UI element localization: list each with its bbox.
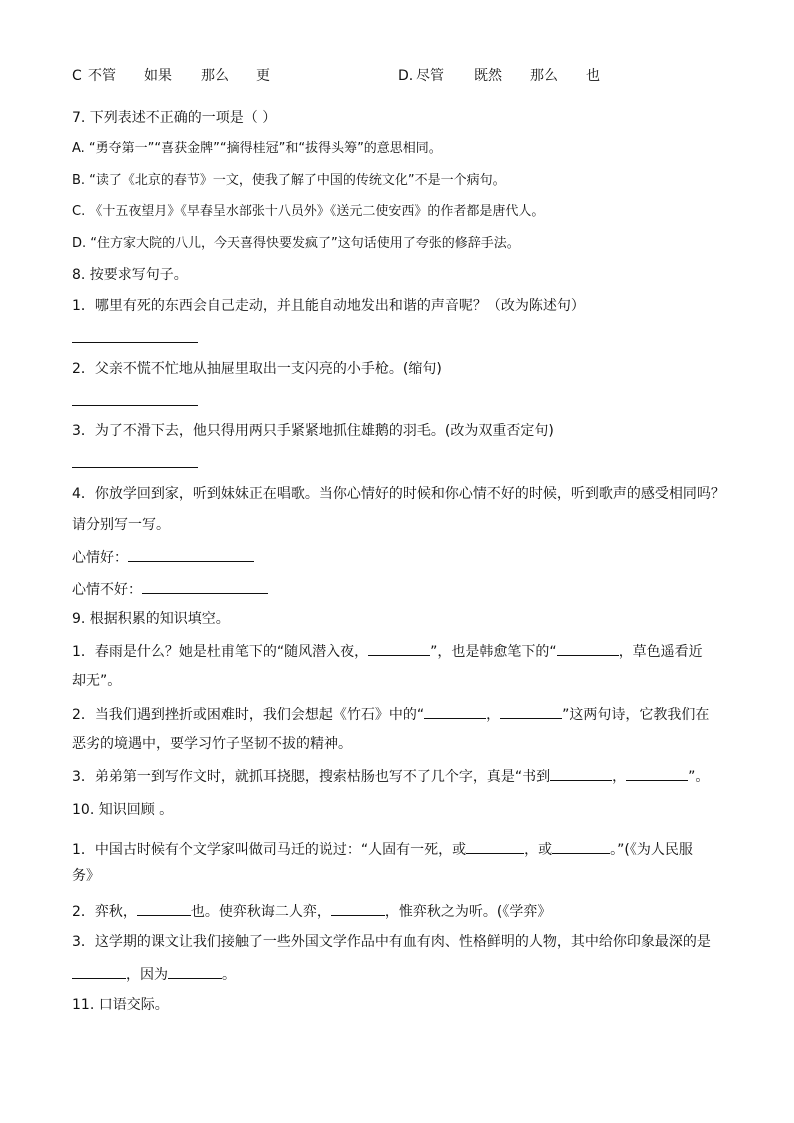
q10-item-1-text-b: ，或 [524,842,553,858]
q9-item-3-text-c: ”。 [688,769,710,785]
q8-sentence-4a: 4．你放学回到家，听到妹妹正在唱歌。当你心情好的时候和你心情不好的时候，听到歌声的感受相同吗？ [72,486,725,502]
q10-item-2 [72,900,551,922]
q9-blank-2[interactable] [557,640,619,656]
q10-item-2-text-c: ，惟弈秋之为听。(《学弈》 [384,904,552,920]
q7-option-a: A. “勇夺第一”“喜获金牌”“摘得桂冠”和“拔得头筹”的意思相同。 [72,141,442,156]
q10-blank-1[interactable] [466,838,524,854]
q9-item-1-text-a: 1．春雨是什么？她是杜甫笔下的“随风潜入夜， [72,644,369,660]
q9-item-1-text-c: ，草色遥看近 [618,644,703,660]
option-c-word-3: 那么 [201,68,229,84]
q9-blank-6[interactable] [626,765,688,781]
q8-sentence-1: 1．哪里有死的东西会自己走动，并且能自动地发出和谐的声音呢？（改为陈述句） [72,298,585,314]
q8-sentence-4b: 请分别写一写。 [72,517,170,533]
q10-item-3: 3．这学期的课文让我们接触了一些外国文学作品中有血有肉、性格鲜明的人物，其中给你印象最深的是 [72,934,711,950]
option-c-word-2: 如果 [144,68,172,84]
q7-stem: 7. 下列表述不正确的一项是（ ） [72,110,277,126]
q9-item-1-text-b: ”，也是韩愈笔下的“ [430,644,557,660]
q9-item-2-text-a: 2．当我们遇到挫折或困难时，我们会想起《竹石》中的“ [72,707,425,723]
q10-item-3-cont [72,963,236,985]
q10-item-1-cont: 务》 [72,868,100,884]
q10-stem: 10. 知识回顾 。 [72,802,174,818]
option-d-word-1: 尽管 [416,68,444,84]
q7-option-c: C. 《十五夜望月》《早春呈水部张十八员外》《送元二使安西》的作者都是唐代人。 [72,204,545,219]
q9-stem: 9. 根据积累的知识填空。 [72,611,230,627]
q10-item-3-text-b: ，因为 [126,967,168,983]
mood-good-blank[interactable] [128,546,254,562]
q7-option-b: B. “读了《北京的春节》一文，使我了解了中国的传统文化”不是一个病句。 [72,173,506,188]
q9-blank-4[interactable] [500,703,562,719]
q10-blank-6[interactable] [168,963,222,979]
q10-item-2-text-b: 也。使弈秋诲二人弈， [190,904,331,920]
mood-good-label: 心情好： [72,550,128,566]
q9-item-1-cont: 却无”。 [72,673,122,689]
q9-item-3-text-a: 3．弟弟第一到写作文时，就抓耳挠腮，搜索枯肠也写不了几个字，真是“书到 [72,769,551,785]
q9-blank-1[interactable] [368,640,430,656]
q10-blank-3[interactable] [137,900,191,916]
option-d-word-2: 既然 [474,68,502,84]
q10-item-1 [72,838,693,860]
q9-item-3 [72,765,709,787]
q8-sentence-2: 2．父亲不慌不忙地从抽屉里取出一支闪亮的小手枪。(缩句) [72,361,442,377]
option-d-letter: D. [398,68,414,84]
q8-sentence-3: 3．为了不滑下去，他只得用两只手紧紧地抓住雄鹅的羽毛。(改为双重否定句) [72,423,554,439]
q9-item-3-text-b: ， [612,769,627,785]
q10-item-1-text-a: 1．中国古时候有个文学家叫做司马迁的说过：“人固有一死，或 [72,842,467,858]
q8-answer-line-2[interactable] [72,405,198,406]
option-c-letter: C [72,68,82,84]
option-c-word-1: 不管 [88,68,116,84]
q10-blank-4[interactable] [331,900,385,916]
q9-item-2-text-b: ， [486,707,501,723]
q9-item-2-cont: 恶劣的境遇中，要学习竹子坚韧不拔的精神。 [72,736,352,752]
q10-item-2-text-a: 2．弈秋， [72,904,137,920]
q8-answer-line-3[interactable] [72,467,198,468]
q9-item-1 [72,640,703,662]
option-c-word-4: 更 [256,68,270,84]
q9-blank-5[interactable] [550,765,612,781]
option-d-word-3: 那么 [530,68,558,84]
q9-blank-3[interactable] [424,703,486,719]
option-d-word-4: 也 [586,68,600,84]
q9-item-2 [72,703,709,725]
q8-stem: 8. 按要求写句子。 [72,267,188,283]
q10-blank-2[interactable] [552,838,610,854]
q7-option-d: D. “住方家大院的八儿，今天喜得快要发疯了”这句话使用了夸张的修辞手法。 [72,236,520,251]
q8-answer-line-1[interactable] [72,342,198,343]
mood-bad-label: 心情不好： [72,582,142,598]
q9-item-2-text-c: ”这两句诗，它教我们在 [562,707,710,723]
mood-bad-blank[interactable] [142,578,268,594]
mood-good-row [72,546,254,568]
q11-stem: 11. 口语交际。 [72,997,169,1013]
mood-bad-row [72,578,268,600]
q10-blank-5[interactable] [72,963,126,979]
q10-item-1-text-c: 。”(《为人民服 [610,842,693,858]
q10-item-3-text-c: 。 [222,967,236,983]
